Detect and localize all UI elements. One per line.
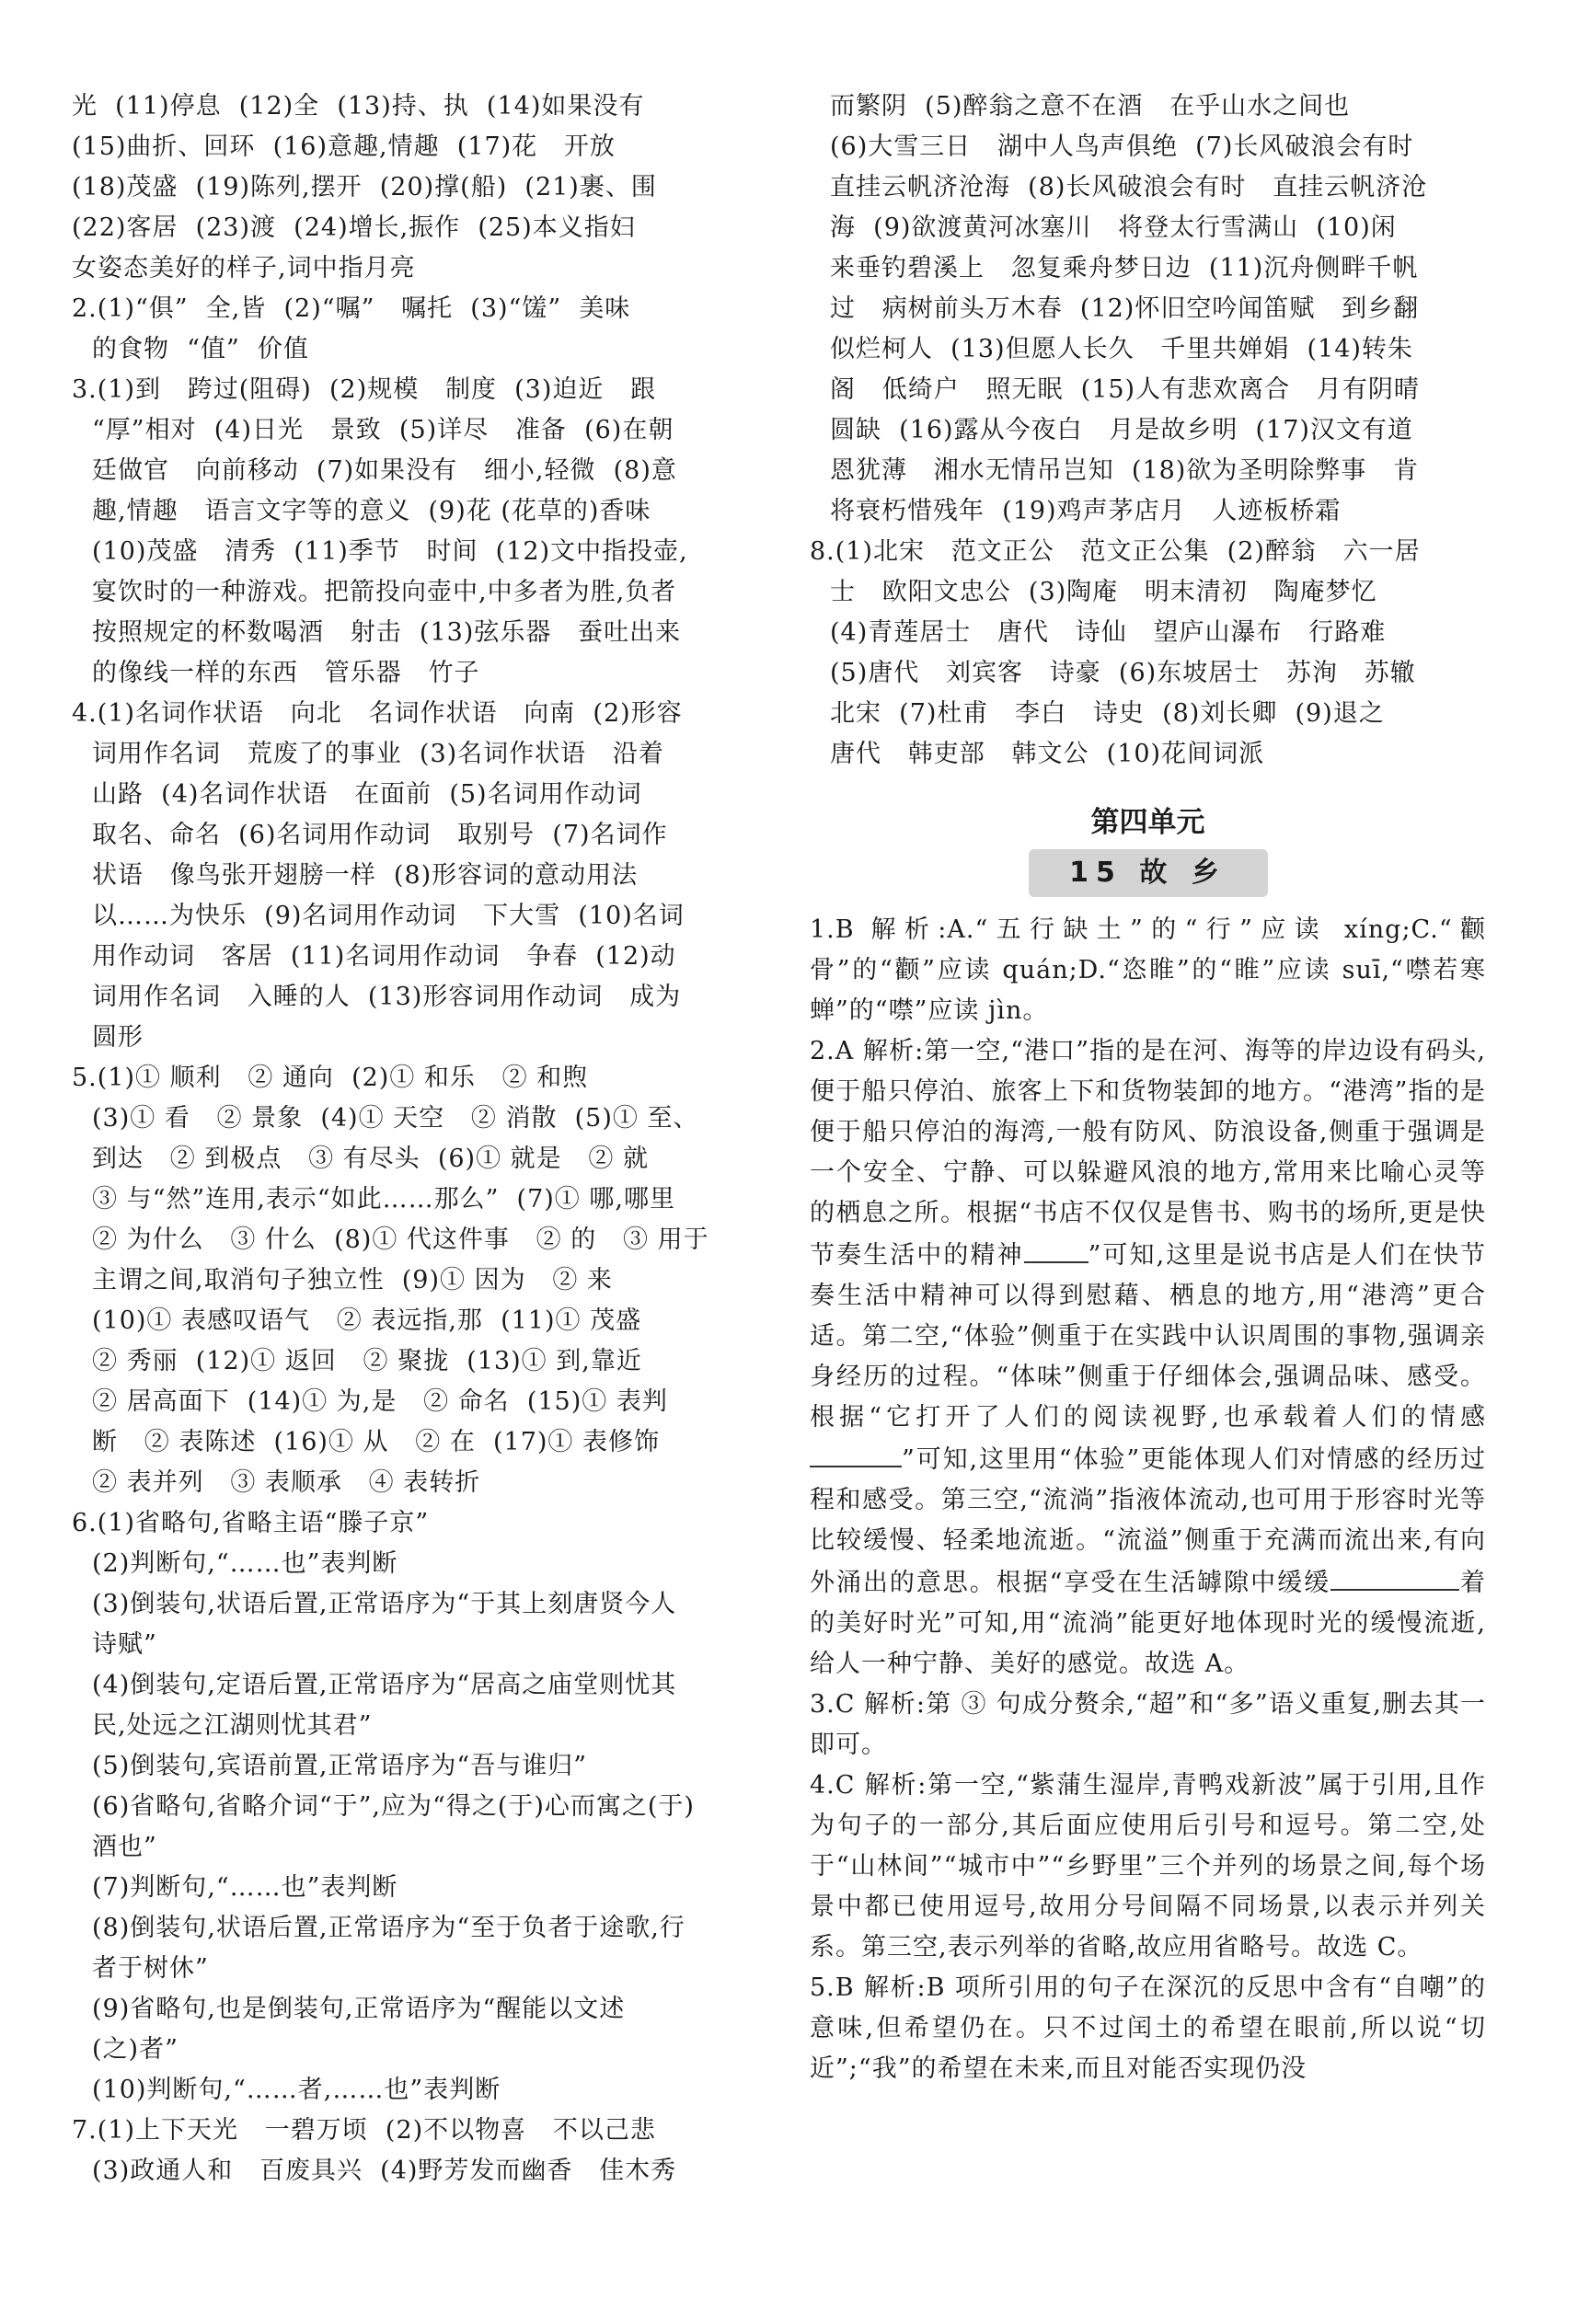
answer-5: 5.(1)① 顺利 ② 通向 (2)① 和乐 ② 和煦 (72, 1064, 589, 1092)
text-line: “厚”相对 (4)日光 景致 (5)详尽 准备 (6)在朝 (92, 416, 674, 444)
text-line: 酒也” (92, 1833, 157, 1861)
text-line: (6)省略句,省略介词“于”,应为“得之(于)心而寓之(于) (92, 1792, 695, 1821)
text-line: 圆缺 (16)露从今夜白 月是故乡明 (17)汉文有道 (830, 416, 1413, 444)
text-line: 圆形 (92, 1023, 144, 1052)
text-line: 将衰朽惜残年 (19)鸡声茅店月 人迹板桥霜 (830, 497, 1342, 525)
text-line: (8)倒装句,状语后置,正常语序为“至于负者于途歌,行 (92, 1914, 685, 1942)
answer-6: 6.(1)省略句,省略主语“滕子京” (72, 1509, 430, 1537)
unit-title: 第四单元 (1090, 806, 1205, 839)
lesson-title: 15 故 乡 (1029, 849, 1268, 897)
text-line: 趣,情趣 语言文字等的意义 (9)花 (花草的)香味 (92, 497, 651, 525)
text-line: 的像线一样的东西 管乐器 竹子 (92, 659, 480, 687)
text-line: (15)曲折、回环 (16)意趣,情趣 (17)花 开放 (72, 132, 616, 161)
text-line: ② 居高面下 (14)① 为,是 ② 命名 (15)① 表判 (92, 1387, 668, 1416)
fill-blank (810, 1438, 902, 1467)
text-line: ② 表并列 ③ 表顺承 ④ 表转折 (92, 1468, 481, 1497)
text-line: (10)茂盛 清秀 (11)季节 时间 (12)文中指投壶, (92, 537, 688, 566)
text-line: 取名、命名 (6)名词用作动词 取别号 (7)名词作 (92, 821, 668, 849)
answer-5-analysis: 5.B 解析:B 项所引用的句子在深沉的反思中含有“自嘲”的意味,但希望仍在。只不过闰土的希望在眼前,所以说“切近”;“我”的希望在未来,而且对能否实现仍没 (810, 1973, 1486, 2083)
text-line: 来垂钓碧溪上 忽复乘舟梦日边 (11)沉舟侧畔千帆 (830, 254, 1419, 282)
text-line: (22)客居 (23)渡 (24)增长,振作 (25)本义指妇 (72, 213, 636, 242)
text-line: (3)倒装句,状语后置,正常语序为“于其上刻唐贤今人 (92, 1590, 677, 1618)
answer-4: 4.(1)名词作状语 向北 名词作状语 向南 (2)形容 (72, 699, 683, 728)
answer-2-part-d: 着的美好时光”可知,用“流淌”能更好地体现时光的缓慢流逝,给人一种宁静、美好的感觉。故选 A。 (810, 1569, 1486, 1678)
answer-7: 7.(1)上下天光 一碧万顷 (2)不以物喜 不以己悲 (72, 2116, 656, 2145)
answer-3: 3.(1)到 跨过(阻碍) (2)规模 制度 (3)迫近 跟 (72, 375, 657, 404)
text-line: 似烂柯人 (13)但愿人长久 千里共婵娟 (14)转朱 (830, 335, 1413, 363)
answer-2-part-c: ”可知,这里用“体验”更能体现人们对情感的经历过程和感受。第三空,“流淌”指液体流动,也可用于形容时光等比较缓慢、轻柔地流逝。“流溢”侧重于充满而流出来,有向外涌出的意思。根据“享受在生活罅隙中缓缓 (810, 1445, 1486, 1597)
text-line: 词用作名词 入睡的人 (13)形容词用作动词 成为 (92, 983, 682, 1011)
text-line: 宴饮时的一种游戏。把箭投向壶中,中多者为胜,负者 (92, 578, 677, 606)
text-line: 者于树休” (92, 1954, 209, 1983)
text-line: ③ 与“然”连用,表示“如此……那么” (7)① 哪,哪里 (92, 1185, 675, 1214)
text-line: (6)大雪三日 湖中人鸟声俱绝 (7)长风破浪会有时 (830, 132, 1414, 161)
text-line: 唐代 韩吏部 韩文公 (10)花间词派 (830, 740, 1265, 768)
answer-2-part-b: ”可知,这里是说书店是人们在快节奏生活中精神可以得到慰藉、栖息的地方,用“港湾”更合适。第二空,“体验”侧重于在实践中认识周围的事物,强调亲身经历的过程。“体味”侧重于仔细体会,强调品味、感受。根据“它打开了人们的阅读视野,也承载着人们的情感 (810, 1241, 1486, 1432)
text-line: 按照规定的杯数喝酒 射击 (13)弦乐器 蚕吐出来 (92, 618, 682, 647)
text-line: 北宋 (7)杜甫 李白 诗史 (8)刘长卿 (9)退之 (830, 699, 1385, 728)
text-line: 词用作名词 荒废了的事业 (3)名词作状语 沿着 (92, 740, 664, 768)
right-column (810, 86, 1486, 2089)
answer-2-analysis (810, 1031, 1486, 1685)
fill-blank (1395, 1561, 1459, 1591)
text-line: 阁 低绮户 照无眠 (15)人有悲欢离合 月有阴晴 (830, 375, 1420, 404)
text-line: 士 欧阳文忠公 (3)陶庵 明末清初 陶庵梦忆 (830, 578, 1377, 606)
text-line: (3)① 看 ② 景象 (4)① 天空 ② 消散 (5)① 至、 (92, 1104, 699, 1133)
text-line: (18)茂盛 (19)陈列,摆开 (20)撑(船) (21)裹、围 (72, 173, 657, 201)
text-line: (3)政通人和 百废具兴 (4)野芳发而幽香 佳木秀 (92, 2157, 677, 2185)
text-line: 光 (11)停息 (12)全 (13)持、执 (14)如果没有 (72, 92, 645, 121)
answer-3-analysis: 3.C 解析:第 ③ 句成分赘余,“超”和“多”语义重复,删去其一即可。 (810, 1690, 1487, 1759)
text-line: 山路 (4)名词作状语 在面前 (5)名词用作动词 (92, 780, 642, 809)
text-line: 的食物 “值” 价值 (92, 335, 309, 363)
text-line: 主谓之间,取消句子独立性 (9)① 因为 ② 来 (92, 1266, 613, 1294)
text-line: ② 为什么 ③ 什么 (8)① 代这件事 ② 的 ③ 用于 (92, 1225, 709, 1254)
fill-blank (1024, 1234, 1088, 1263)
answer-1: 1.B 解析:A.“五行缺土”的“行”应读 xíng;C.“颧骨”的“颧”应读 quán;D.“恣睢”的“睢”应读 suī,“噤若寒蝉”的“噤”应读 jìn。 (810, 915, 1486, 1025)
text-line: 恩犹薄 湘水无情吊岂知 (18)欲为圣明除弊事 肯 (830, 456, 1420, 485)
answer-2-part-a: 2.A 解析:第一空,“港口”指的是在河、海等的岸边设有码头,便于船只停泊、旅客上下和货物装卸的地方。“港湾”指的是便于船只停泊的海湾,一般有防风、防浪设备,侧重于强调是一个安全、宁静、可以躲避风浪的地方,常用来比喻心灵等的栖息之所。根据“书店不仅仅是售书、购书的场所,更是快节奏生活中的精神 (810, 1037, 1486, 1270)
text-line: (10)判断句,“……者,……也”表判断 (92, 2076, 501, 2104)
text-line: (10)① 表感叹语气 ② 表远指,那 (11)① 茂盛 (92, 1306, 642, 1335)
text-line: 海 (9)欲渡黄河冰塞川 将登太行雪满山 (10)闲 (830, 213, 1397, 242)
text-line: (之)者” (92, 2035, 179, 2064)
text-line: 用作动词 客居 (11)名词用作动词 争春 (12)动 (92, 942, 676, 971)
text-line: 诗赋” (92, 1630, 157, 1659)
text-line: (7)判断句,“……也”表判断 (92, 1873, 398, 1902)
text-line: 断 ② 表陈述 (16)① 从 ② 在 (17)① 表修饰 (92, 1428, 661, 1456)
text-line: (5)倒装句,宾语前置,正常语序为“吾与谁归” (92, 1752, 588, 1780)
text-line: 而繁阴 (5)醉翁之意不在酒 在乎山水之间也 (830, 92, 1351, 121)
text-line: 以……为快乐 (9)名词用作动词 下大雪 (10)名词 (92, 902, 685, 930)
fill-blank (1330, 1561, 1395, 1591)
text-line: (5)唐代 刘宾客 诗豪 (6)东坡居士 苏洵 苏辙 (830, 659, 1416, 687)
text-line: (4)青莲居士 唐代 诗仙 望庐山瀑布 行路难 (830, 618, 1387, 647)
text-line: ② 秀丽 (12)① 返回 ② 聚拢 (13)① 到,靠近 (92, 1347, 642, 1375)
text-line: (2)判断句,“……也”表判断 (92, 1549, 398, 1578)
text-line: 女姿态美好的样子,词中指月亮 (72, 254, 416, 282)
text-line: 民,处远之江湖则忧其君” (92, 1711, 373, 1740)
text-line: 到达 ② 到极点 ③ 有尽头 (6)① 就是 ② 就 (92, 1145, 649, 1173)
text-line: 状语 像鸟张开翅膀一样 (8)形容词的意动用法 (92, 861, 639, 890)
text-line: (9)省略句,也是倒装句,正常语序为“醒能以文述 (92, 1995, 626, 2023)
text-line: 廷做官 向前移动 (7)如果没有 细小,轻微 (8)意 (92, 456, 677, 485)
text-line: 直挂云帆济沧海 (8)长风破浪会有时 直挂云帆济沧 (830, 173, 1428, 201)
answer-4-analysis: 4.C 解析:第一空,“紫蒲生湿岸,青鸭戏新波”属于引用,且作为句子的一部分,其后面应使用后引号和逗号。第二空,处于“山林间”“城市中”“乡野里”三个并列的场景之间,每个场景中都已使用逗号,故用分号间隔不同场景,以表示并列关系。第三空,表示列举的省略,故应用省略号。故选 C。 (810, 1771, 1486, 1962)
left-column (72, 86, 766, 2192)
text-line: (4)倒装句,定语后置,正常语序为“居高之庙堂则忧其 (92, 1671, 677, 1699)
answer-2: 2.(1)“俱” 全,皆 (2)“嘱” 嘱托 (3)“馐” 美味 (72, 294, 631, 323)
answer-8: 8.(1)北宋 范文正公 范文正公集 (2)醉翁 六一居 (810, 537, 1421, 566)
text-line: 过 病树前头万木春 (12)怀旧空吟闻笛赋 到乡翻 (830, 294, 1420, 323)
